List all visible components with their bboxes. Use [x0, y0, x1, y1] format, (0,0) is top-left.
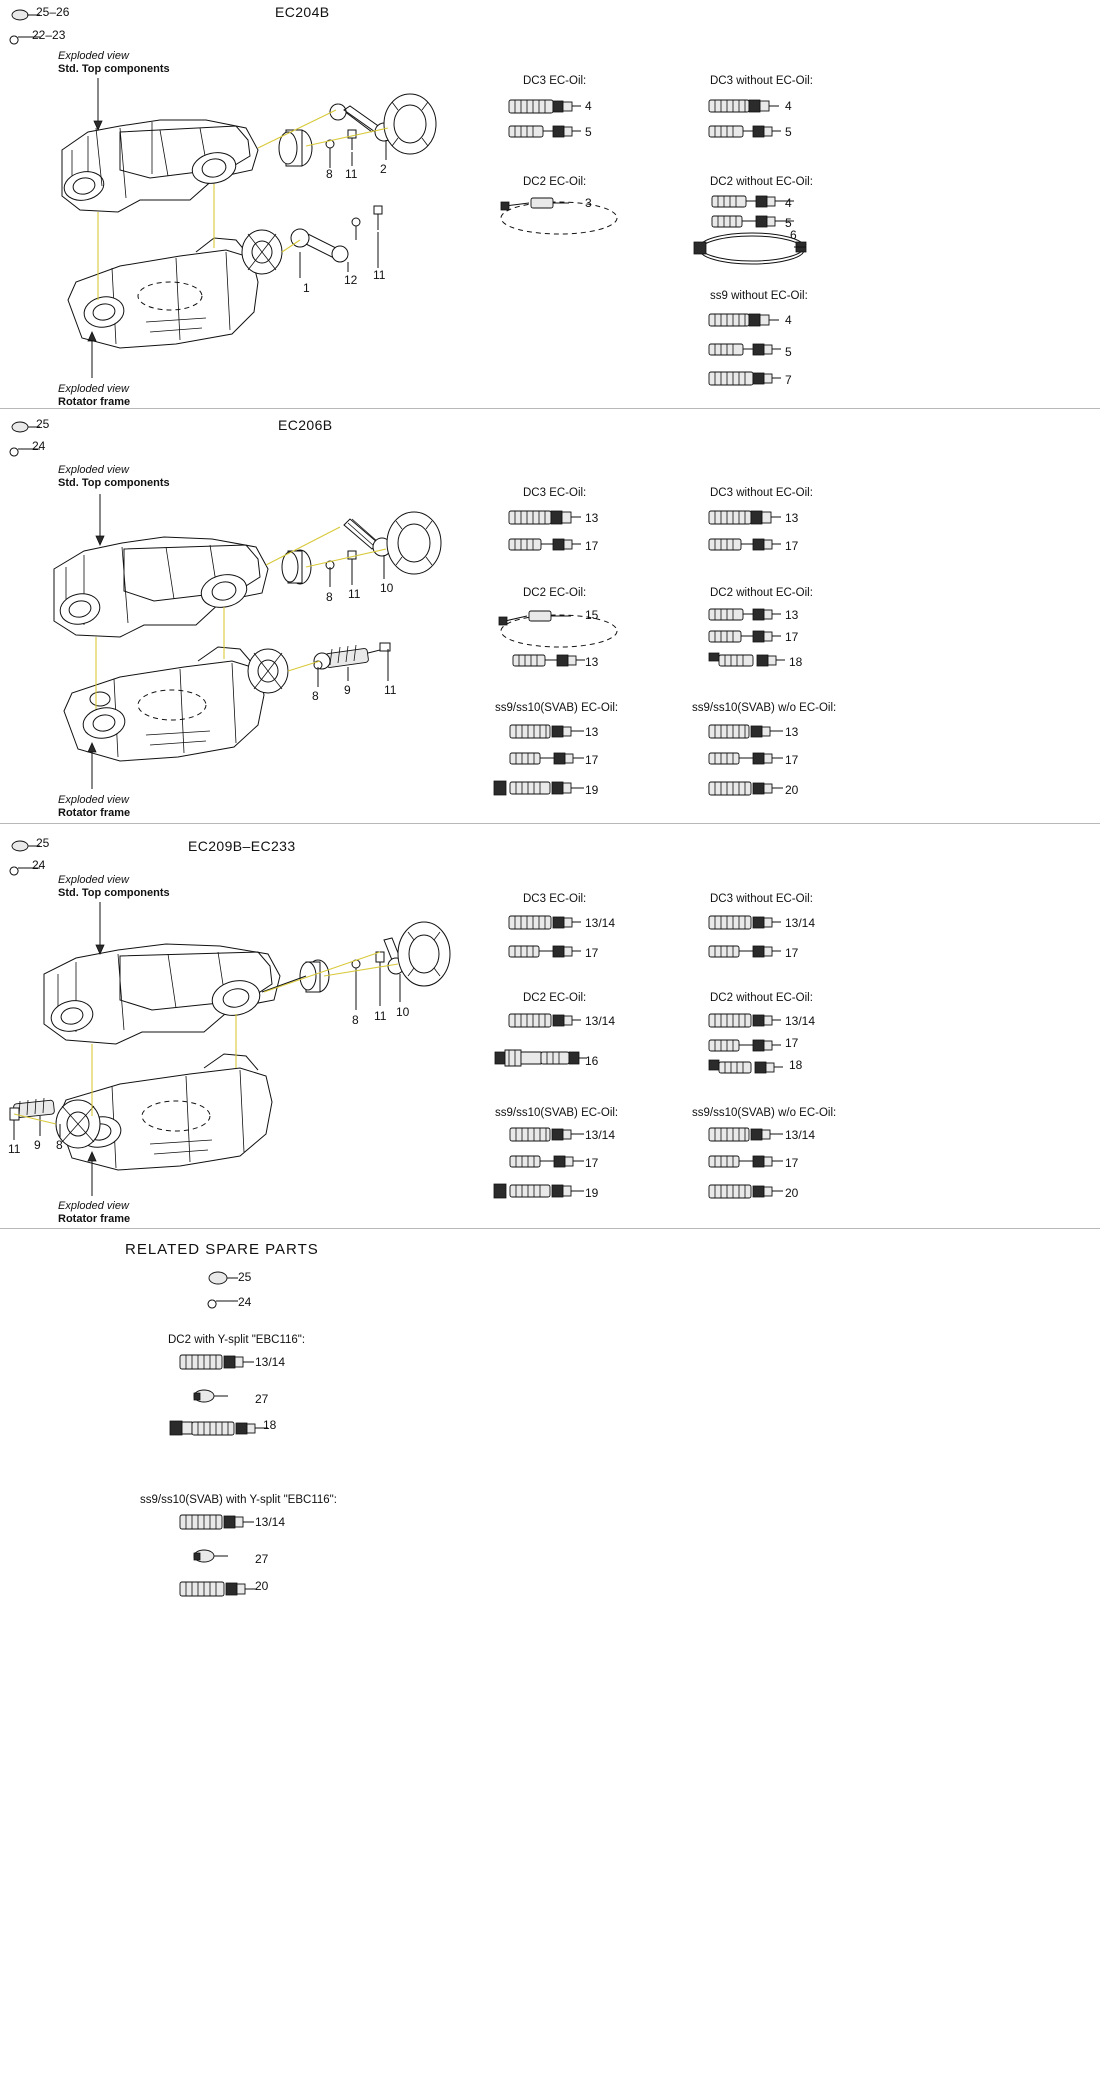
part-label: 17	[785, 539, 799, 553]
part-label: 13	[785, 608, 799, 622]
part-label: 13/14	[785, 916, 816, 930]
callout-line2: Std. Top components	[58, 477, 170, 489]
callout-line2: Std. Top components	[58, 63, 170, 75]
part-label: 13/14	[785, 1014, 816, 1028]
part-label: 25	[36, 836, 50, 850]
part-label: 24	[32, 439, 46, 453]
hose-group-dc3-no-ecoil	[705, 96, 825, 156]
section-ec209b-ec233	[0, 824, 1100, 1228]
group-header: ss9 without EC-Oil:	[710, 290, 808, 302]
part-label: 13/14	[585, 1014, 616, 1028]
part-label: 13/14	[585, 916, 616, 930]
part-label: 3	[585, 196, 592, 210]
machine-label: 9	[34, 1138, 41, 1152]
hose-group-dc3-ecoil	[505, 96, 625, 156]
part-label: 4	[785, 313, 792, 327]
part-label: 17	[785, 1036, 799, 1050]
machine-label: 11	[348, 587, 361, 601]
part-label: 17	[785, 1156, 799, 1170]
group-header: DC2 EC-Oil:	[523, 587, 587, 599]
machine-label: 11	[8, 1142, 21, 1156]
group-header: DC2 without EC-Oil:	[710, 992, 813, 1004]
part-label: 17	[585, 1156, 599, 1170]
machine-label: 8	[326, 590, 333, 604]
part-label: 13	[585, 725, 599, 739]
part-label: 17	[585, 946, 599, 960]
section-ec204b	[0, 0, 1100, 408]
machine-label: 10	[380, 581, 394, 595]
group-header: DC2 without EC-Oil:	[710, 176, 813, 188]
callout-line1: Exploded view	[58, 794, 129, 806]
part-label: 19	[585, 783, 599, 797]
callout-line1: Exploded view	[58, 874, 129, 886]
machine-label: 8	[352, 1013, 359, 1027]
hose-group2-dc3-no-ecoil	[705, 507, 825, 567]
part-label: 22–23	[32, 28, 66, 42]
machine-label: 10	[396, 1005, 410, 1019]
part-label: 20	[255, 1579, 269, 1593]
part-label: 13/14	[585, 1128, 616, 1142]
part-label: 25–26	[36, 5, 70, 19]
part-label: 18	[789, 655, 803, 669]
callout-line2: Std. Top components	[58, 887, 170, 899]
group-header: DC2 EC-Oil:	[523, 992, 587, 1004]
part-label: 5	[785, 345, 792, 359]
section-title: EC204B	[275, 4, 330, 20]
machine-label: 11	[384, 683, 397, 697]
part-label: 17	[785, 946, 799, 960]
hose-group-ss9-no-ecoil	[705, 310, 825, 400]
part-label: 17	[585, 539, 599, 553]
callout-line2: Rotator frame	[58, 1213, 131, 1225]
part-label: 24	[32, 858, 46, 872]
group-header: DC2 EC-Oil:	[523, 176, 587, 188]
machine-label: 2	[380, 162, 387, 176]
hose-group-dc2-ecoil	[495, 192, 625, 242]
group-header: DC2 without EC-Oil:	[710, 587, 813, 599]
part-label: 7	[785, 373, 792, 387]
machine-label: 8	[312, 689, 319, 703]
part-label: 13	[785, 725, 799, 739]
group-header: ss9/ss10(SVAB) w/o EC-Oil:	[692, 1107, 837, 1119]
related-group-ss9-ysplit	[176, 1511, 316, 1621]
machine-label: 1	[303, 281, 310, 295]
part-label: 17	[785, 630, 799, 644]
hose-group2-dc2-no-ecoil	[705, 605, 825, 695]
part-label: 4	[785, 99, 792, 113]
callout-line1: Exploded view	[58, 50, 129, 62]
group-header: DC3 EC-Oil:	[523, 893, 587, 905]
callout-line2: Rotator frame	[58, 396, 131, 408]
part-label: 25	[238, 1270, 252, 1284]
part-label: 13/14	[255, 1355, 286, 1369]
machine-drawing-ec209b	[0, 824, 470, 1224]
part-label: 13	[785, 511, 799, 525]
part-label: 15	[585, 608, 599, 622]
section-title: EC206B	[278, 417, 333, 433]
related-title: RELATED SPARE PARTS	[125, 1241, 319, 1258]
group-header: DC3 without EC-Oil:	[710, 893, 813, 905]
hose-group2-dc3-ecoil	[505, 507, 625, 567]
group-header: ss9/ss10(SVAB) EC-Oil:	[495, 702, 619, 714]
part-label: 13	[585, 655, 599, 669]
part-label: 19	[585, 1186, 599, 1200]
section-ec206b	[0, 409, 1100, 823]
group-header: ss9/ss10(SVAB) w/o EC-Oil:	[692, 702, 837, 714]
group-header: DC3 EC-Oil:	[523, 75, 587, 87]
group-header: ss9/ss10(SVAB) with Y-split "EBC116":	[140, 1494, 337, 1506]
machine-label: 12	[344, 273, 358, 287]
part-label: 13	[585, 511, 599, 525]
part-label: 20	[785, 783, 799, 797]
hose-group2-ss9-no-ecoil	[705, 721, 825, 811]
part-label: 6	[790, 228, 797, 242]
part-label: 13/14	[785, 1128, 816, 1142]
hose-group2-dc2-ecoil	[493, 605, 623, 675]
part-label: 16	[585, 1054, 599, 1068]
machine-label: 11	[373, 268, 386, 282]
part-label: 17	[785, 753, 799, 767]
part-label: 18	[263, 1418, 277, 1432]
group-header: ss9/ss10(SVAB) EC-Oil:	[495, 1107, 619, 1119]
machine-drawing-ec204b	[0, 0, 470, 400]
part-label: 25	[36, 417, 50, 431]
section-title: EC209B–EC233	[188, 838, 296, 854]
machine-drawing-ec206b	[0, 409, 470, 809]
group-header: DC3 without EC-Oil:	[710, 487, 813, 499]
part-label: 13/14	[255, 1515, 286, 1529]
hose-group-dc2-no-ecoil	[690, 192, 830, 282]
machine-label: 11	[374, 1009, 387, 1023]
part-label: 4	[785, 196, 792, 210]
part-label: 27	[255, 1392, 269, 1406]
group-header: DC3 without EC-Oil:	[710, 75, 813, 87]
machine-label: 11	[345, 167, 358, 181]
section-related-spare-parts	[0, 1229, 1100, 2079]
part-label: 24	[238, 1295, 252, 1309]
group-header: DC3 EC-Oil:	[523, 487, 587, 499]
group-header: DC2 with Y-split "EBC116":	[168, 1334, 306, 1346]
callout-line1: Exploded view	[58, 383, 129, 395]
machine-label: 9	[344, 683, 351, 697]
part-label: 5	[785, 216, 792, 230]
callout-line1: Exploded view	[58, 1200, 129, 1212]
related-group-dc2-ysplit	[176, 1351, 316, 1461]
callout-line1: Exploded view	[58, 464, 129, 476]
machine-label: 8	[56, 1138, 63, 1152]
part-label: 4	[585, 99, 592, 113]
part-label: 17	[585, 753, 599, 767]
part-label: 5	[585, 125, 592, 139]
part-label: 18	[789, 1058, 803, 1072]
part-label: 5	[785, 125, 792, 139]
hose-group3-dc2-ecoil	[505, 1010, 635, 1090]
callout-line2: Rotator frame	[58, 807, 131, 819]
part-label: 27	[255, 1552, 269, 1566]
part-label: 20	[785, 1186, 799, 1200]
machine-label: 8	[326, 167, 333, 181]
